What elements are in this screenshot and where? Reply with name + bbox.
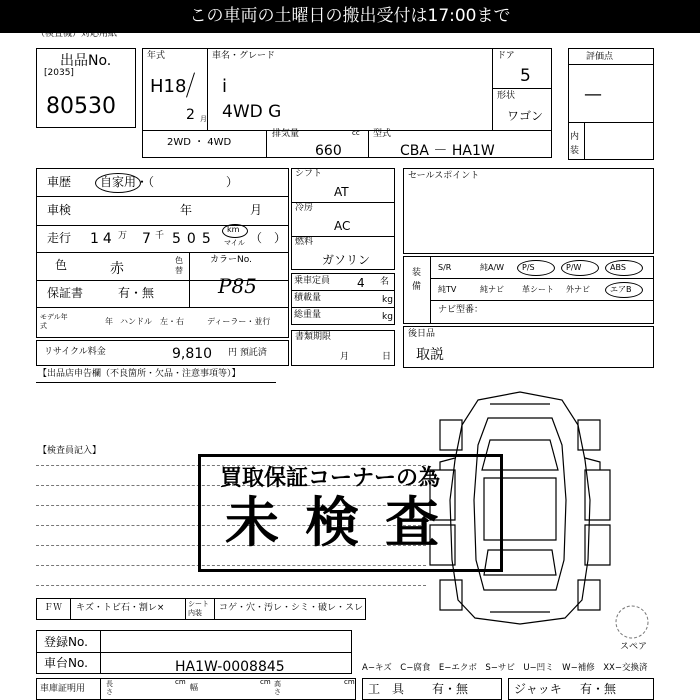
navi-model-label: ナビ型番： <box>438 305 484 315</box>
equipment-item: P/S <box>522 263 535 272</box>
mileage-paren: （ ） <box>250 231 287 245</box>
model-year-dealer: ディーラー・並行 <box>207 317 271 326</box>
color-value: 赤 <box>110 261 124 277</box>
mileage-unit-mile: マイル <box>224 239 245 247</box>
shift-label: シフト <box>295 169 323 179</box>
interior-label: 内装 <box>570 132 580 156</box>
mileage-unit-km: km <box>227 225 240 234</box>
score-label: 評価点 <box>586 52 614 62</box>
shape-value: ワゴン <box>507 109 544 123</box>
equipment-item: S/R <box>438 263 452 272</box>
equipment-circle <box>605 260 643 276</box>
mileage-rest: 505 <box>172 231 217 247</box>
recycle-label: リサイクル料金 <box>44 347 106 357</box>
inspector-header: 【検査員記入】 <box>38 446 102 456</box>
capacity-label: 乗車定員 <box>294 276 331 286</box>
year-era: H18 <box>150 76 187 97</box>
load-unit: kg <box>382 295 393 305</box>
equipment-item: エアB <box>610 285 632 294</box>
docs-deadline-label: 書類期限 <box>295 332 332 342</box>
drive-options: 2WD ・ 4WD <box>167 137 232 148</box>
displacement-label: 排気量 <box>272 129 300 139</box>
shape-label: 形状 <box>497 91 516 101</box>
name-label: 車名・グレード <box>212 51 276 61</box>
seat-value: コゲ・穴・汚レ・シミ・破レ・スレ <box>219 603 364 613</box>
load-label: 積載量 <box>294 293 322 303</box>
equipment-item: 革シート <box>522 285 554 294</box>
model-year-year: 年 <box>105 317 113 326</box>
door-value: 5 <box>520 66 531 86</box>
garage-cert-label: 車庫証明用 <box>40 684 86 694</box>
equipment-item: 純ナビ <box>480 285 504 294</box>
gross-label: 総重量 <box>294 310 322 320</box>
stamp-line1: 買取保証コーナーの為 <box>220 466 441 491</box>
cert-height-unit: cm <box>344 678 355 686</box>
chassis-value: HA1W-0008845 <box>175 659 285 675</box>
cert-length: 長さ <box>106 680 113 696</box>
fw-label: ＦＷ <box>44 603 63 613</box>
color-code: P85 <box>218 274 257 298</box>
docs-deadline-month: 月 <box>340 352 350 362</box>
equipment-item: P/W <box>566 263 582 272</box>
equipment-label: 装備 <box>412 268 422 292</box>
model-year-handle: ハンドル 左・右 <box>120 317 184 326</box>
gross-unit: kg <box>382 312 393 322</box>
recycle-unit: 円 預託済 <box>228 348 267 358</box>
equipment-circle <box>517 260 555 276</box>
displacement-unit: cc <box>352 129 360 137</box>
fuel-value: ガソリン <box>322 253 371 267</box>
equipment-item: ABS <box>610 263 626 272</box>
capacity-value: 4 <box>357 276 365 290</box>
spare-label: スペア <box>620 642 648 652</box>
model-code-label: 型式 <box>373 129 392 139</box>
recycle-value: 9,810 <box>172 346 213 362</box>
fw-value: キズ・トビ石・割レ× <box>76 603 165 613</box>
model-name: i <box>222 76 228 97</box>
shift-value: AT <box>334 185 349 199</box>
inspection-month-unit: 月 <box>250 203 263 217</box>
equipment-item: 外ナビ <box>566 285 590 294</box>
cert-length-unit: cm <box>175 678 186 686</box>
after-items-value: 取説 <box>416 347 444 363</box>
aircon-label: 冷房 <box>295 203 314 213</box>
inspection-label: 車検 <box>47 203 72 217</box>
registration-label: 登録No. <box>44 635 88 649</box>
mileage-label: 走行 <box>47 231 72 245</box>
sales-point-label: セールスポイント <box>408 171 480 181</box>
equipment-circle <box>605 282 643 298</box>
cert-height: 高さ <box>274 680 281 696</box>
mileage-sen-unit: 千 <box>155 231 165 241</box>
tools-value: 有・無 <box>432 682 469 696</box>
inspection-year-unit: 年 <box>180 203 193 217</box>
damage-legend: A−キズ C−腐食 E−エクボ S−サビ U−凹ミ W−補修 XX−交換済 <box>362 663 648 673</box>
mileage-sen: 7 <box>142 231 151 247</box>
equipment-item: 純TV <box>438 285 457 294</box>
warranty-value: 有・無 <box>118 286 155 300</box>
tools-label: 工 具 <box>368 682 405 696</box>
cert-width-unit: cm <box>260 678 271 686</box>
lot-number: 80530 <box>46 94 116 119</box>
displacement-value: 660 <box>315 143 342 159</box>
month-unit: 月 <box>200 115 207 123</box>
warranty-label: 保証書 <box>47 286 84 300</box>
model-year-label: モデル年式 <box>40 313 68 330</box>
lot-label: 出品No. <box>60 53 112 69</box>
score-value: — <box>584 84 602 105</box>
mileage-man-unit: 万 <box>118 231 128 241</box>
notes-header: 【出品店申告欄（不良箇所・欠品・注意事項等）】 <box>38 369 241 379</box>
lot-stamp: [2035] <box>44 68 74 78</box>
capacity-unit: 名 <box>380 277 390 287</box>
equipment-item: 純A/W <box>480 263 505 272</box>
color-label: 色 <box>55 258 68 272</box>
aircon-value: AC <box>334 219 351 233</box>
jack-value: 有・無 <box>580 682 617 696</box>
history-label: 車歴 <box>47 175 72 189</box>
mileage-man: 14 <box>90 231 116 247</box>
color-change-label: 色替 <box>175 256 183 275</box>
seat-label: シート内装 <box>188 600 209 617</box>
model-code-value: CBA － HA1W <box>400 143 495 159</box>
docs-deadline-day: 日 <box>382 352 392 362</box>
history-value: 自家用・（ ） <box>100 175 239 189</box>
grade-name: 4WD G <box>222 102 282 122</box>
chassis-label: 車台No. <box>44 656 88 670</box>
year-month: 2 <box>186 107 195 123</box>
color-code-label: カラーNo. <box>210 255 252 265</box>
jack-label: ジャッキ <box>514 682 562 696</box>
after-items-label: 後日品 <box>408 329 436 339</box>
equipment-circle <box>561 260 599 276</box>
cert-width: 幅 <box>190 683 198 692</box>
stamp-line2: 未検査 <box>225 491 465 554</box>
year-label: 年式 <box>147 51 166 61</box>
header-banner-text: この車両の土曜日の搬出受付は17:00まで <box>189 6 511 26</box>
door-label: ドア <box>497 51 515 61</box>
doc-type: （検査機）対応用紙 <box>36 29 118 39</box>
fuel-label: 燃料 <box>295 237 314 247</box>
